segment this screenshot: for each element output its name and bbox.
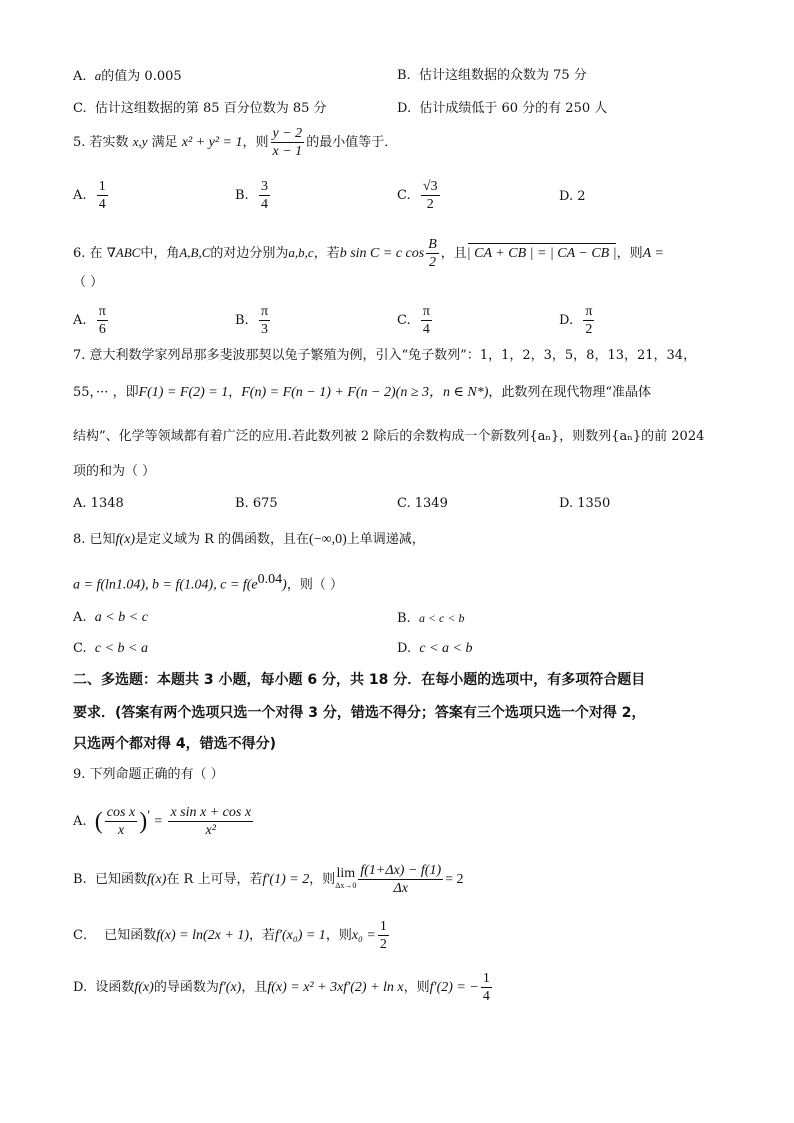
- q9-option-d: D. 设函数f(x)的导函数为f′(x)，且f(x) = x² + 3xf′(2) + ln x，则f′(2) = − $\frac{1}{4}$: [73, 971, 490, 1004]
- q4-option-d: D. 估计成绩低于 60 分的有 250 人: [397, 101, 608, 116]
- q6-option-a: A. $\frac{\pi}{6}$: [73, 304, 106, 337]
- section2-heading-line3: 只选两个都对得 4，错选不得分): [73, 736, 277, 752]
- q9-stem: 9. 下列命题正确的有（ ）: [73, 767, 224, 782]
- q8-option-d: D. c < a < b: [397, 641, 473, 656]
- q7-option-d: D. 1350: [559, 496, 611, 511]
- q6-stem: 6. 在 ∇ABC中，角A,B,C的对边分别为a,b,c，若b sin C = c cos $\frac{B}{2}$ ，且| CA + CB | = | CA − CB |，则A =: [73, 237, 664, 270]
- q9-option-b: B. 已知函数f(x)在 R 上可导，若f′(1) = 2，则lim Δx→0 $\frac{f(1+\Delta x) - f(1)}{\Delta x}$ = 2: [73, 863, 464, 896]
- q9-option-c: C． 已知函数f(x) = ln(2x + 1)，若f′(x₀) = 1，则x₀ = $\frac{1}{2}$: [73, 919, 387, 952]
- q7-line3: 结构”、化学等领域都有着广泛的应用.若此数列被 2 除后的余数构成一个新数列{aₙ}，则数列{aₙ}的前 2024: [73, 429, 705, 444]
- q6-option-d: D. $\frac{\pi}{2}$: [559, 304, 593, 337]
- q7-line4: 项的和为（ ）: [73, 464, 156, 479]
- q9-option-a: A. ( $\frac{\text{cos x}}{x}$ )′ = $\frac{\text{x sin x + cos x}}{\text{x²}}$: [73, 805, 252, 838]
- q6-option-b: B. $\frac{\pi}{3}$: [235, 304, 269, 337]
- q7-option-b: B. 675: [235, 496, 278, 511]
- q5-fraction: $\frac{y - 2}{x - 1}$: [272, 126, 303, 159]
- q6-option-c: C. $\frac{\pi}{4}$: [397, 304, 430, 337]
- section2-heading-line2: 要求．(答案有两个选项只选一个对得 3 分，错选不得分；答案有三个选项只选一个对得 2，: [73, 705, 646, 721]
- q4-option-b: B. 估计这组数据的众数为 75 分: [397, 68, 587, 83]
- q5-option-a: A. $\frac{1}{4}$: [73, 179, 106, 212]
- q5-option-d: D. 2: [559, 189, 586, 204]
- q6-blank: （ ）: [73, 275, 104, 290]
- q7-line2: 55，··· ，即F(1) = F(2) = 1，F(n) = F(n − 1) + F(n − 2)(n ≥ 3，n ∈ N*)，此数列在现代物理“准晶体: [73, 385, 652, 400]
- q4-option-c: C. 估计这组数据的第 85 百分位数为 85 分: [73, 101, 327, 116]
- q8-option-c: C. c < b < a: [73, 641, 148, 656]
- q8-line2: a = f(ln1.04), b = f(1.04), $c = f(e^{0.04})$，则（ ）: [73, 572, 343, 593]
- q5-option-c: C. $\frac{√3}{2}$: [397, 179, 438, 212]
- q5-stem: 5. 若实数 x,y 满足 x² + y² = 1，则 $\frac{y - 2}{x - 1}$ 的最小值等于．: [73, 126, 398, 159]
- q7-option-a: A. 1348: [73, 496, 124, 511]
- q8-line1: 8. 已知f(x)是定义域为 R 的偶函数，且在(−∞,0)上单调递减，: [73, 532, 425, 547]
- q7-option-c: C. 1349: [397, 496, 448, 511]
- q8-option-b: B. a < c < b: [397, 611, 465, 626]
- q4-option-a: A. a的值为 0.005: [73, 68, 182, 84]
- q8-option-a: A. a < b < c: [73, 610, 148, 625]
- q7-line1: 7. 意大利数学家列昂那多斐波那契以兔子繁殖为例，引入“兔子数列”：1，1，2，3，5，8，13，21，34，: [73, 348, 697, 363]
- q5-option-b: B. $\frac{3}{4}$: [235, 179, 268, 212]
- section2-heading-line1: 二、多选题：本题共 3 小题，每小题 6 分，共 18 分．在每小题的选项中，有多项符合题目: [73, 672, 646, 688]
